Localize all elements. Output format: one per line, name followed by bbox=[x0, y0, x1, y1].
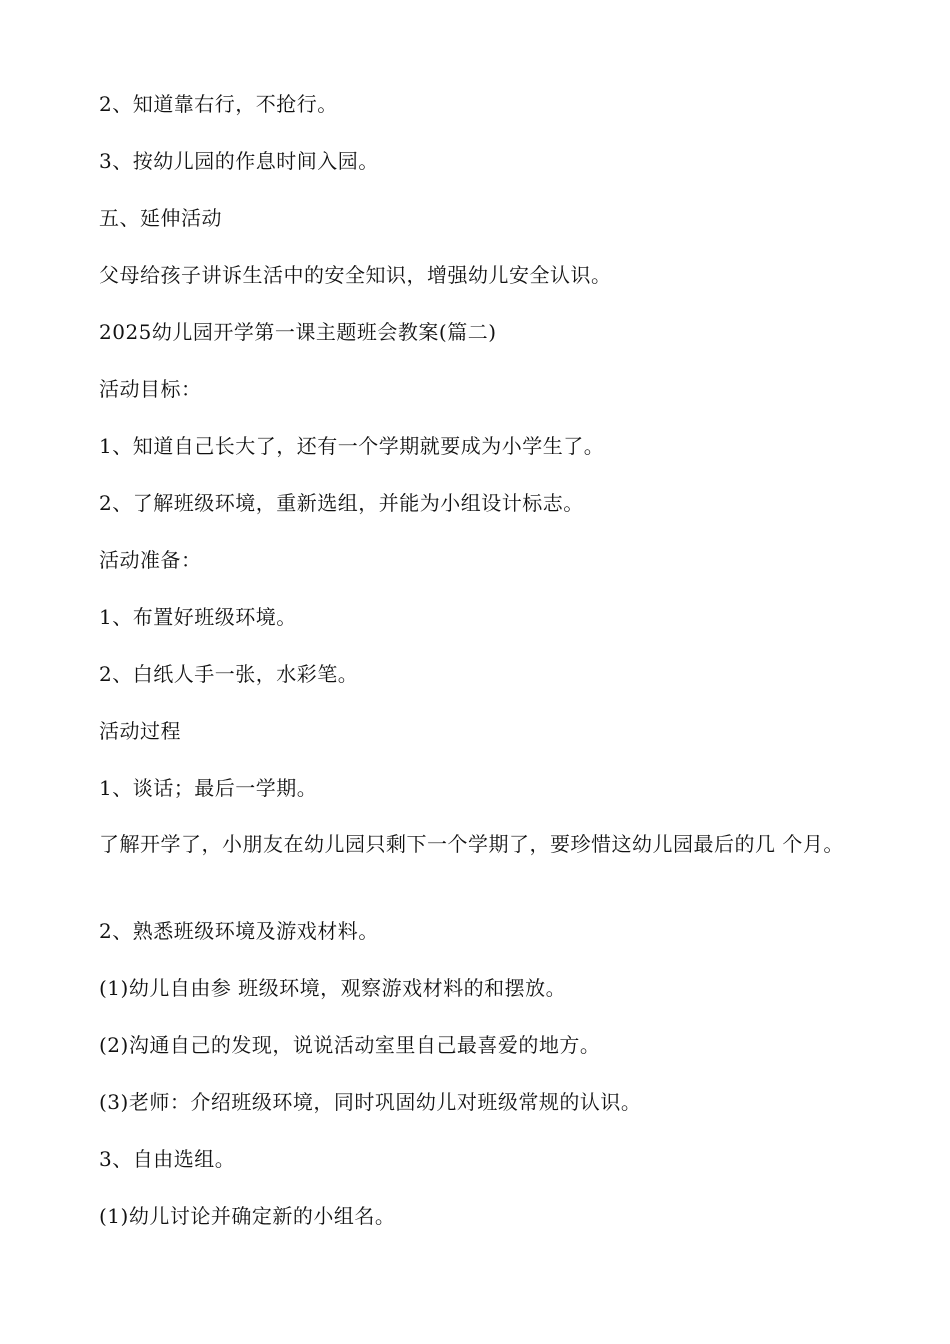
text-line: 父母给孩子讲诉生活中的安全知识，增强幼儿安全认识。 bbox=[99, 263, 612, 287]
text-line: 1、布置好班级环境。 bbox=[99, 605, 297, 629]
section-heading: 五、延伸活动 bbox=[99, 206, 222, 230]
lesson-title: 2025幼儿园开学第一课主题班会教案(篇二) bbox=[99, 320, 497, 344]
section-heading: 活动准备： bbox=[99, 548, 202, 572]
text-line: 1、谈话；最后一学期。 bbox=[99, 776, 318, 800]
text-line: (1)幼儿讨论并确定新的小组名。 bbox=[99, 1204, 396, 1228]
text-line: (3)老师：介绍班级环境，同时巩固幼儿对班级常规的认识。 bbox=[99, 1090, 642, 1114]
text-line: 2、熟悉班级环境及游戏材料。 bbox=[99, 919, 379, 943]
section-heading: 活动目标： bbox=[99, 377, 202, 401]
text-line: 1、知道自己长大了，还有一个学期就要成为小学生了。 bbox=[99, 434, 605, 458]
text-line: 3、自由选组。 bbox=[99, 1147, 236, 1171]
text-line: 3、按幼儿园的作息时间入园。 bbox=[99, 149, 379, 173]
text-paragraph: 了解开学了，小朋友在幼儿园只剩下一个学期了，要珍惜这幼儿园最后的几 个月。 bbox=[99, 832, 844, 856]
text-line: 2、知道靠右行，不抢行。 bbox=[99, 92, 338, 116]
text-line: 2、白纸人手一张，水彩笔。 bbox=[99, 662, 359, 686]
section-heading: 活动过程 bbox=[99, 719, 181, 743]
text-line: 2、了解班级环境，重新选组，并能为小组设计标志。 bbox=[99, 491, 584, 515]
text-line: (1)幼儿自由参 班级环境，观察游戏材料的和摆放。 bbox=[99, 976, 567, 1000]
text-line: (2)沟通自己的发现，说说活动室里自己最喜爱的地方。 bbox=[99, 1033, 601, 1057]
